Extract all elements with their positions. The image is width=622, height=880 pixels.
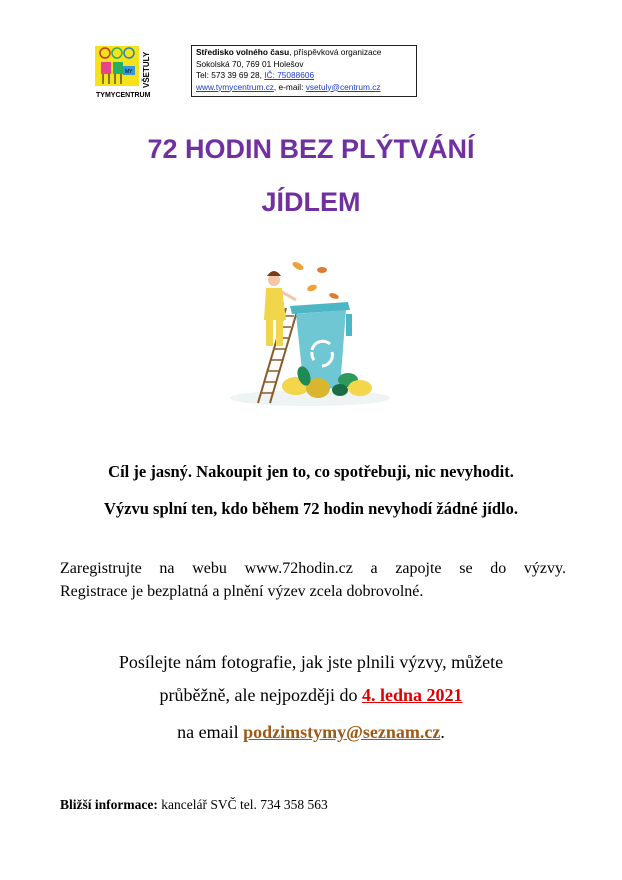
org-phone: Tel: 573 39 69 28, — [196, 70, 265, 80]
svg-text:MY: MY — [125, 69, 133, 75]
email-suffix: . — [440, 722, 445, 742]
email-line — [0, 722, 622, 743]
footer-label: Bližší informace: — [60, 797, 158, 812]
registration-line-1: Zaregistrujte na webu www.72hodin.cz a zapojte se do výzvy. — [60, 560, 566, 577]
photo-request-line-2 — [0, 685, 622, 706]
email-prefix: na email — [177, 722, 244, 742]
org-web-link[interactable]: www.tymycentrum.cz — [196, 81, 274, 92]
footer-info — [60, 797, 328, 813]
organization-info-box — [191, 45, 417, 97]
footer-text: kancelář SVČ tel. 734 358 563 — [157, 797, 328, 812]
tymycentrum-logo — [93, 44, 155, 100]
photo-request-line-1: Posílejte nám fotografie, jak jste plnili výzvy, můžete — [118, 652, 504, 672]
photo-request-text: průběžně, ale nejpozději do — [159, 685, 362, 705]
page-title-line1: 72 HODIN BEZ PLÝTVÁNÍ — [147, 134, 475, 164]
org-ic-link[interactable]: IČ: 75088606 — [264, 70, 315, 80]
deadline-date: 4. ledna 2021 — [361, 685, 463, 705]
registration-line-2: Registrace je bezplatná a plnění výzev zcela dobrovolné. — [60, 583, 424, 600]
org-email-link[interactable]: vsetuly@centrum.cz — [305, 81, 381, 92]
org-address: Sokolská 70, 769 01 Holešov — [196, 58, 304, 69]
contact-email-link[interactable]: podzimstymy@seznam.cz — [243, 722, 441, 742]
org-name: Středisko volného času — [196, 47, 290, 57]
lead-sentence-2: Výzvu splní ten, kdo během 72 hodin nevyhodí žádné jídlo. — [104, 499, 518, 518]
page-title-line2: JÍDLEM — [261, 187, 361, 217]
svg-text:TYMYCENTRUM: TYMYCENTRUM — [96, 92, 151, 99]
email-label: , e-mail: — [273, 81, 306, 92]
lead-sentence-1: Cíl je jasný. Nakoupit jen to, co spotřebuji, nic nevyhodit. — [108, 462, 514, 481]
recycling-illustration — [200, 248, 430, 408]
org-type: , příspěvková organizace — [289, 47, 382, 57]
svg-text:VŠETULY: VŠETULY — [142, 51, 151, 88]
registration-paragraph — [60, 557, 566, 603]
